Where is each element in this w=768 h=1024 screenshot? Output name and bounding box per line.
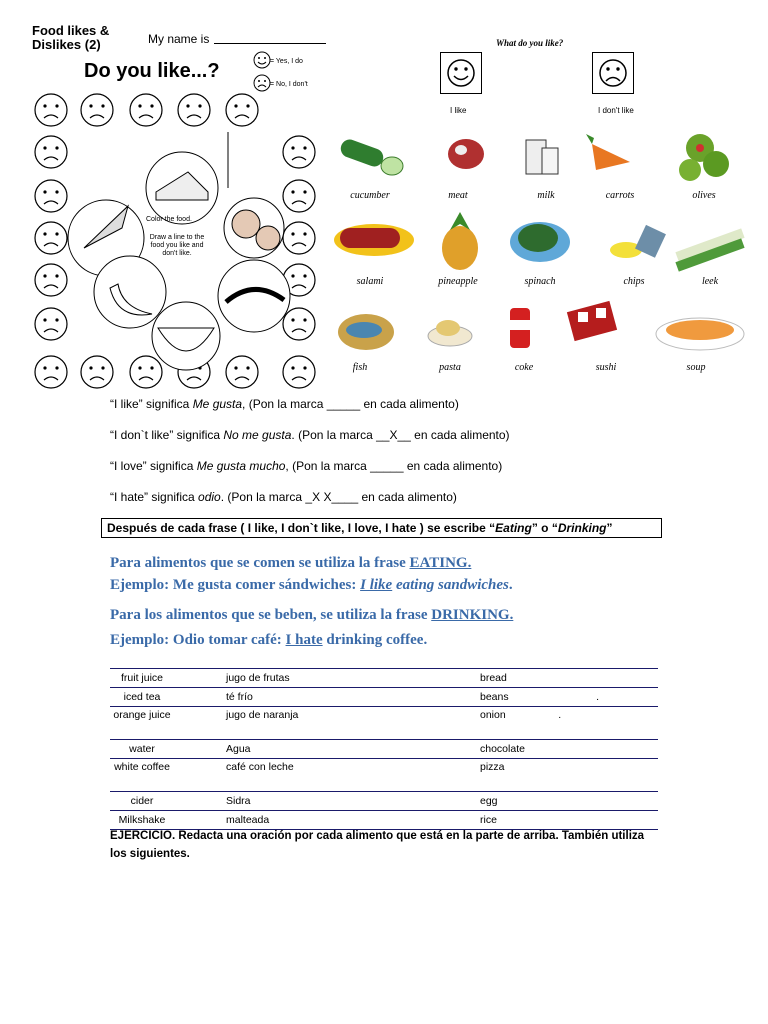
instruction-hate	[110, 490, 457, 504]
instruction-hate-b: odio	[198, 490, 221, 504]
example-drinking-b: I hate	[285, 632, 323, 648]
rule-drinking	[110, 607, 513, 624]
note-a: Después de cada frase ( I like, I don`t like, I love, I hate ) se escribe “	[107, 521, 496, 535]
cell-en: water	[129, 743, 155, 755]
banana-circle	[94, 256, 166, 328]
dislike-caption: I don't like	[598, 106, 634, 115]
instruction-dont-like-a: “I don`t like” significa	[110, 428, 224, 442]
legend-yes: = Yes, I do	[270, 58, 303, 65]
cell-es: café con leche	[226, 761, 294, 773]
note-c: ” o “	[531, 521, 558, 535]
food-images-row3	[330, 296, 760, 360]
worksheet-heading: Do you like...?	[84, 60, 220, 82]
cucumber-icon	[338, 137, 403, 175]
table-row	[110, 687, 658, 706]
food-images-row1	[330, 126, 760, 188]
instruction-love-c: , (Pon la marca _____ en cada alimento)	[285, 459, 503, 473]
spinach-icon	[510, 222, 570, 262]
food-label-spinach: spinach	[524, 276, 556, 287]
cell-en: iced tea	[123, 691, 161, 703]
instruction-dont-like	[110, 428, 510, 442]
frown-icon	[593, 53, 633, 93]
instruction-draw: Draw a line to the food you like and don't like.	[149, 234, 205, 257]
instruction-love-b: Me gusta mucho	[196, 459, 286, 473]
example-eating-c: eating sandwiches	[392, 577, 509, 593]
cell-es: Sidra	[226, 795, 251, 807]
food-label-fish: fish	[352, 362, 368, 373]
example-eating-d: .	[508, 577, 513, 593]
name-line	[214, 43, 326, 44]
table-row	[110, 668, 658, 687]
worksheet-title-line2: Dislikes (2)	[32, 37, 101, 52]
table-row	[110, 791, 658, 810]
example-drinking-a: Ejemplo: Odio tomar café:	[110, 632, 286, 648]
exercise-text: EJERCICIO. Redacta una oración por cada alimento que está en la parte de arriba. También utiliza los siguientes.	[110, 830, 645, 860]
cell-es: jugo de naranja	[226, 709, 299, 721]
picture-dictionary	[330, 30, 760, 390]
food-label-pasta: pasta	[439, 362, 461, 373]
note-drinking: Drinking	[557, 521, 607, 535]
coke-icon	[510, 308, 530, 348]
pizza-icon	[232, 210, 260, 238]
cell-extra: onion .	[480, 709, 562, 721]
rule-eating-b: EATING.	[409, 555, 472, 571]
note-e: ”	[606, 521, 613, 535]
example-eating	[110, 577, 513, 594]
food-label-carrots: carrots	[605, 190, 635, 201]
cell-en: fruit juice	[120, 672, 163, 684]
food-label-pineapple: pineapple	[438, 276, 478, 287]
vocabulary-table	[110, 668, 658, 830]
smile-legend-icon	[254, 52, 270, 68]
food-label-cucumber: cucumber	[350, 190, 390, 201]
food-label-chips: chips	[623, 276, 645, 287]
example-drinking	[110, 632, 427, 649]
example-eating-b: I like	[360, 577, 393, 593]
food-label-coke: coke	[514, 362, 534, 373]
sushi-icon	[567, 301, 617, 341]
name-label: My name is	[148, 32, 210, 46]
food-label-meat: meat	[448, 190, 468, 201]
cell-extra: beans .	[480, 691, 600, 703]
instruction-like-b: Me gusta	[192, 397, 243, 411]
instruction-love-a: “I love” significa	[110, 459, 197, 473]
cell-es: jugo de frutas	[226, 672, 290, 684]
instruction-color: Color the food.	[146, 216, 192, 223]
leek-icon	[675, 228, 744, 271]
food-label-soup: soup	[686, 362, 706, 373]
instruction-dont-like-c: . (Pon la marca __X__ en cada alimento)	[291, 428, 510, 442]
cell-en: orange juice	[113, 709, 171, 721]
example-eating-a: Ejemplo: Me gusta comer sándwiches:	[110, 577, 361, 593]
instruction-like-a: “I like” significa	[110, 397, 193, 411]
cell-en: white coffee	[114, 761, 170, 773]
cell-extra: chocolate	[480, 743, 525, 755]
food-likes-worksheet	[18, 18, 334, 396]
cell-en: Milkshake	[118, 814, 166, 826]
pineapple-icon	[442, 212, 478, 270]
cell-es: Agua	[226, 743, 251, 755]
salami-icon	[334, 224, 414, 256]
cell-extra: pizza	[480, 761, 505, 773]
instruction-hate-a: “I hate” significa	[110, 490, 199, 504]
like-face-box	[440, 52, 482, 94]
worksheet-title-line1: Food likes &	[32, 23, 110, 38]
food-label-salami: salami	[356, 276, 384, 287]
instruction-dont-like-b: No me gusta	[223, 428, 292, 442]
pd-title: What do you like?	[496, 38, 564, 48]
instruction-love	[110, 459, 502, 473]
food-label-milk: milk	[537, 190, 555, 201]
like-caption: I like	[450, 106, 467, 115]
food-images-row2	[330, 210, 760, 274]
meat-icon	[448, 139, 484, 169]
table-row	[110, 758, 658, 791]
smile-icon	[441, 53, 481, 93]
rule-drinking-b: DRINKING.	[431, 607, 514, 623]
legend-no: = No, I don't	[270, 81, 308, 88]
note-eating: Eating	[495, 521, 532, 535]
rule-eating	[110, 555, 471, 572]
soup-icon	[656, 318, 744, 350]
table-row	[110, 739, 658, 758]
olives-icon	[679, 134, 729, 181]
cell-en: cider	[130, 795, 154, 807]
food-label-olives: olives	[692, 190, 716, 201]
carrots-icon	[586, 134, 630, 170]
cell-extra: bread	[480, 672, 507, 684]
worksheet-title	[32, 24, 109, 52]
cell-extra: egg	[480, 795, 498, 807]
rule-drinking-a: Para los alimentos que se beben, se utiliza la frase	[110, 607, 432, 623]
cell-es: té frío	[226, 691, 253, 703]
pasta-icon	[428, 320, 472, 346]
dislike-face-box	[592, 52, 634, 94]
instruction-like	[110, 397, 459, 411]
cell-es: malteada	[226, 814, 270, 826]
milk-icon	[526, 140, 558, 174]
example-drinking-c: drinking coffee.	[322, 632, 428, 648]
cell-extra: rice	[480, 814, 497, 826]
rule-eating-a: Para alimentos que se comen se utiliza la frase	[110, 555, 410, 571]
table-row	[110, 706, 658, 739]
food-label-sushi: sushi	[595, 362, 617, 373]
fish-icon	[338, 314, 394, 350]
chips-icon	[610, 225, 666, 258]
instruction-like-c: , (Pon la marca _____ en cada alimento)	[242, 397, 459, 411]
instruction-hate-c: . (Pon la marca _X X____ en cada alimento)	[220, 490, 457, 504]
food-label-leek: leek	[701, 276, 719, 287]
eating-drinking-note	[101, 518, 662, 538]
